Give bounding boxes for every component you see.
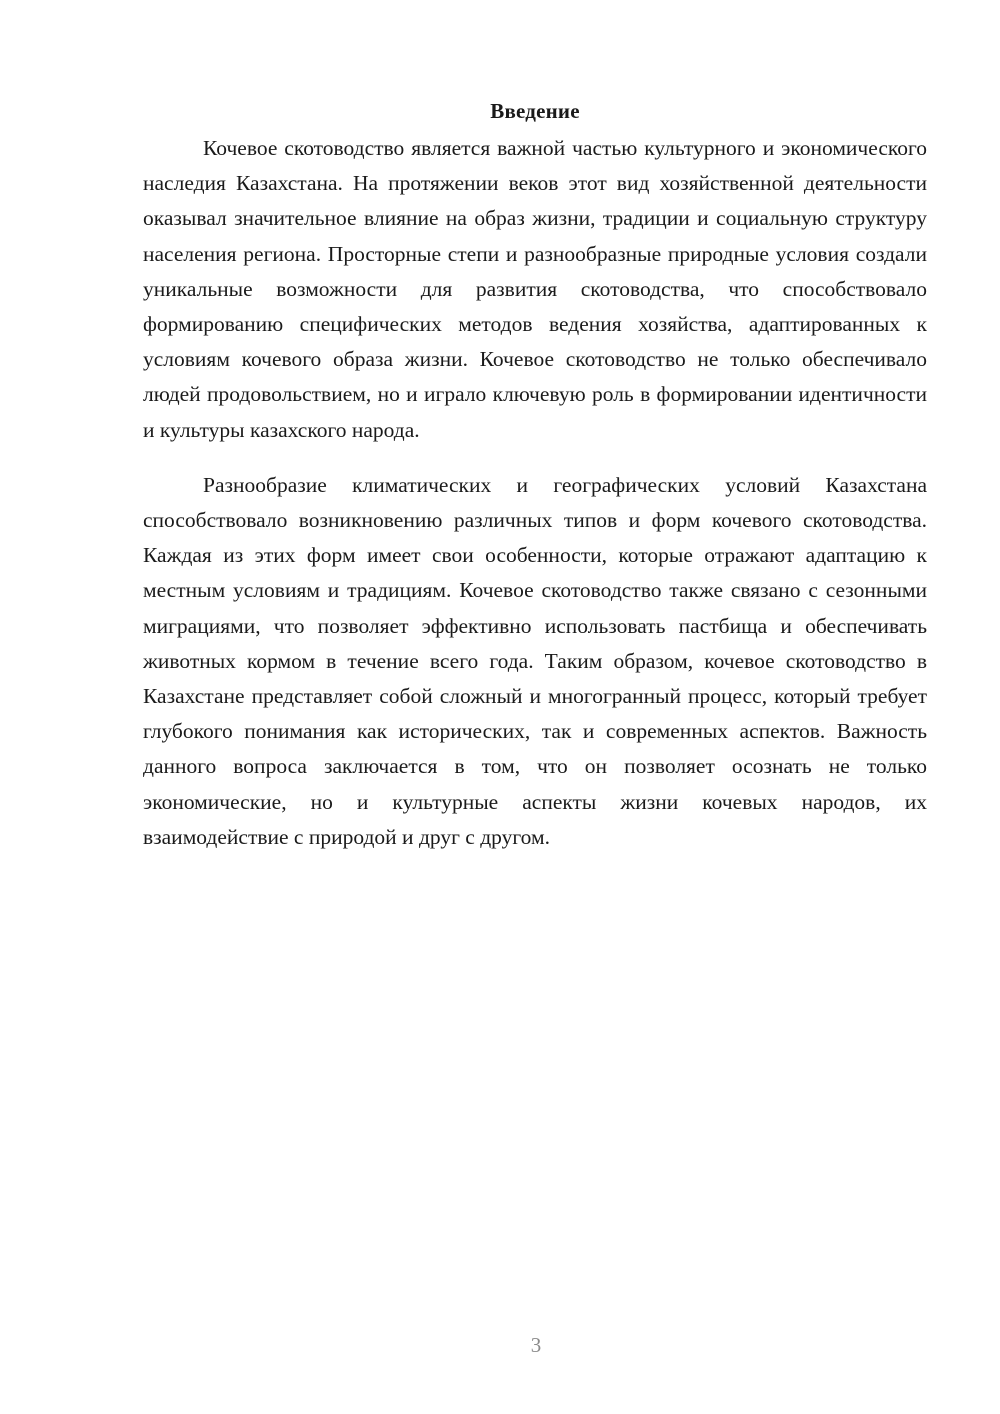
page-content [143, 96, 927, 855]
section-title: Введение [490, 99, 580, 123]
paragraph-2: Разнообразие климатических и географических условий Казахстана способствовало возникновению различных типов и форм кочевого скотоводства. Каждая из этих форм имеет свои особенности, которые отражают адаптацию к местным условиям и традициям. Кочевое скотоводство также связано с сезонными миграциями, что позволяет эффективно использовать пастбища и обеспечивать животных кормом в течение всего года. Таким образом, кочевое скотоводство в Казахстане представляет собой сложный и многогранный процесс, который требует глубокого понимания как исторических, так и современных аспектов. Важность данного вопроса заключается в том, что он позволяет осознать не только экономические, но и культурные аспекты жизни кочевых народов, их взаимодействие с природой и друг с другом. [143, 472, 927, 849]
page-number: 3 [530, 1333, 542, 1357]
paragraph-1: Кочевое скотоводство является важной частью культурного и экономического наследия Казахстана. На протяжении веков этот вид хозяйственной деятельности оказывал значительное влияние на образ жизни, традиции и социальную структуру населения региона. Просторные степи и разнообразные природные условия создали уникальные возможности для развития скотоводства, что способствовало формированию специфических методов ведения хозяйства, адаптированных к условиям кочевого образа жизни. Кочевое скотоводство не только обеспечивало людей продовольствием, но и играло ключевую роль в формировании идентичности и культуры казахского народа. [143, 136, 927, 442]
